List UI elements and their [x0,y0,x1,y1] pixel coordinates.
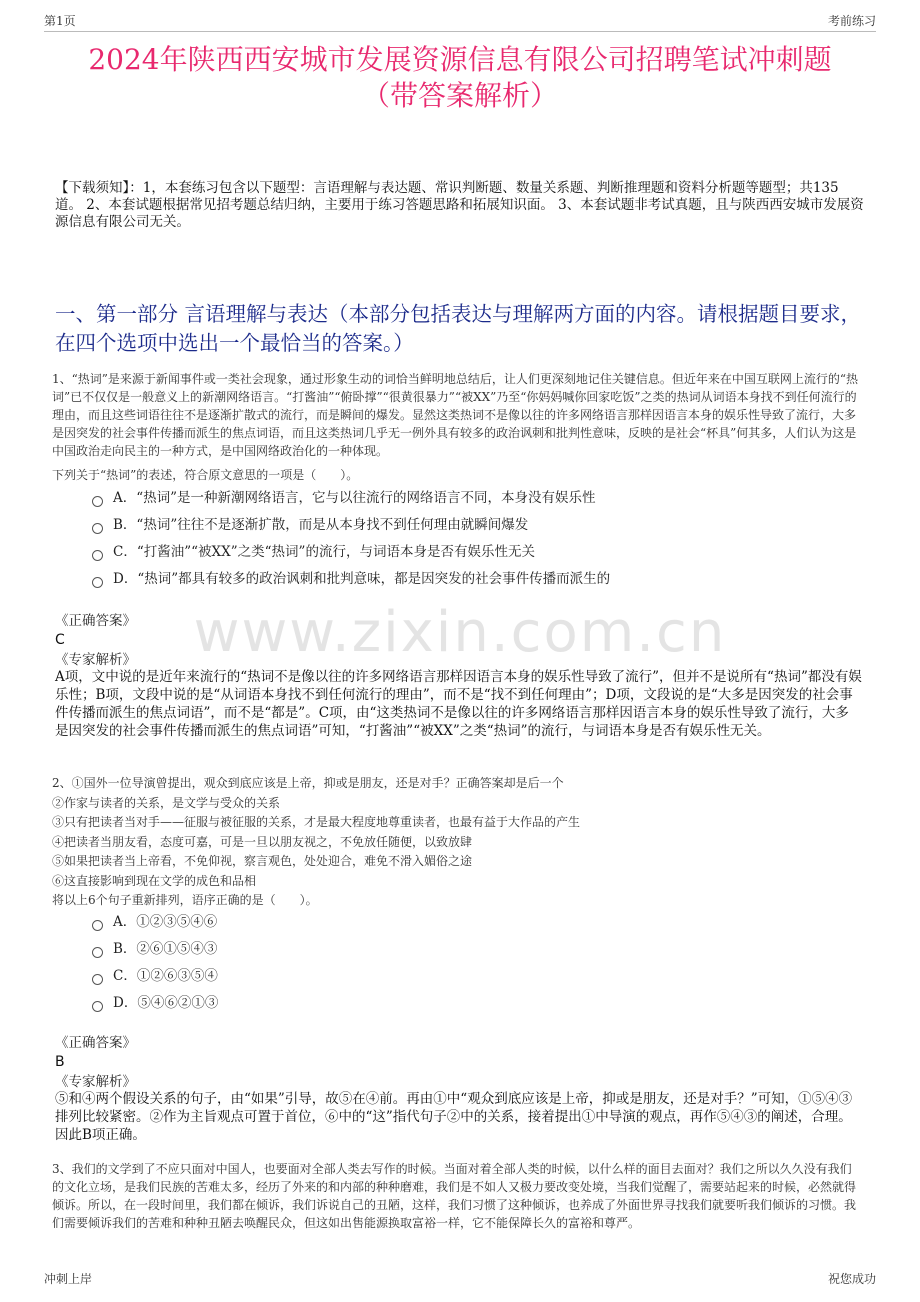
question-2-prompt: 将以上6个句子重新排列，语序正确的是（ ）。 [52,893,318,907]
footer-right: 祝您成功 [827,1272,876,1286]
question-2-answer-label: 《正确答案》 [55,1035,136,1051]
question-1-option-d[interactable]: D．“热词”都具有较多的政治讽刺和批判意味，都是因突发的社会事件传播而派生的 [92,570,610,588]
watermark: www.zixin.com.cn [193,600,727,665]
header-divider [44,31,876,32]
title-line-1: 2024年陕西西安城市发展资源信息有限公司招聘笔试冲刺题 [88,43,832,76]
question-3-stem: 3、我们的文学到了不应只面对中国人，也要面对全部人类去写作的时候。当面对着全部人类的时候，以什么样的面目去面对？我们之所以久久没有我们的文化立场，是我们民族的苦难太多，经历了外来的和内部的种种磨难，我们是不如人又极力要改变处境，当我们觉醒了，需要站起来的时候，必然就得倾诉。所以，在一段时间里，我们都在倾诉，我们诉说自己的丑陋，这样，我们习惯了这种倾诉，也养成了外面世界寻找我们就要听我们倾诉的习惯。我们需要倾诉我们的苦难和种种丑陋去唤醒民众，但这如出售能源换取富裕一样，它不能保障长久的富裕和尊严。 [52,1162,857,1230]
section-heading: 一、第一部分 言语理解与表达（本部分包括表达与理解两方面的内容。请根据题目要求，在四个选项中选出一个最恰当的答案。） [55,302,862,355]
question-1-option-b[interactable]: B．“热词”往往不是逐渐扩散，而是从本身找不到任何理由就瞬间爆发 [92,516,528,534]
radio-icon[interactable] [92,1001,103,1012]
question-1-prompt: 下列关于“热词”的表述，符合原文意思的一项是（ ）。 [52,468,359,482]
question-1-answer: C [55,632,65,648]
radio-icon[interactable] [92,550,103,561]
question-1-option-c[interactable]: C．“打酱油”“被XX”之类“热词”的流行，与词语本身是否有娱乐性无关 [92,543,535,561]
footer-left: 冲刺上岸 [44,1272,93,1286]
radio-icon[interactable] [92,920,103,931]
radio-icon[interactable] [92,496,103,507]
question-1-option-a[interactable]: A．“热词”是一种新潮网络语言，它与以往流行的网络语言不同，本身没有娱乐性 [92,489,596,507]
page-header [44,12,876,32]
question-1-stem: 1、“热词”是来源于新闻事件或一类社会现象，通过形象生动的词恰当鲜明地总结后，让人们更深刻地记住关键信息。但近年来在中国互联网上流行的“热词”已不仅仅是一般意义上的新潮网络语言。“打酱油”“俯卧撑”“很黄很暴力”“被XX”乃至“你妈妈喊你回家吃饭”之类的热词从词语本身找不到任何流行的理由，而且这些词语往往不是逐渐扩散式的流行，而是瞬间的爆发。显然这类热词不是像以往的许多网络语言那样因语言本身的娱乐性导致了流行，大多是因突发的社会事件传播而派生的焦点词语，而且这类热词几乎无一例外具有较多的政治讽刺和批判性意味，反映的是社会“杯具”何其多，人们认为这是中国政治走向民主的一种方式，是中国网络政治化的一种体现。 [52,372,859,458]
radio-icon[interactable] [92,523,103,534]
radio-icon[interactable] [92,947,103,958]
question-2-stem-1: 2、①国外一位导演曾提出，观众到底应该是上帝，抑或是朋友，还是对手？正确答案却是后一个 [52,776,564,790]
radio-icon[interactable] [92,577,103,588]
question-2-stem-3: ③只有把读者当对手——征服与被征服的关系，才是最大程度地尊重读者，也最有益于大作品的产生 [52,815,581,829]
question-2-option-d[interactable]: D．⑤④⑥②①③ [92,994,218,1012]
question-2-expl-label: 《专家解析》 [55,1074,136,1090]
question-1-expl-label: 《专家解析》 [55,652,136,668]
question-2-answer: B [55,1054,65,1070]
document-title [40,42,880,114]
question-2-stem-5: ⑤如果把读者当上帝看，不免仰视，察言观色，处处迎合，难免不滑入媚俗之途 [52,854,473,868]
radio-icon[interactable] [92,974,103,985]
question-1-answer-label: 《正确答案》 [55,613,136,629]
download-notice: 【下载须知】：1，本套练习包含以下题型：言语理解与表达题、常识判断题、数量关系题、判断推理题和资料分析题等题型；共135道。 2、本套试题根据常见招考题总结归纳，主要用于练习答题思路和拓展知识面。 3、本套试题非考试真题，且与陕西西安城市发展资源信息有限公司无关。 [55,180,864,230]
question-2-explanation: ⑤和④两个假设关系的句子，由“如果”引导，故⑤在④前。再由①中“观众到底应该是上帝，抑或是朋友，还是对手？”可知，①⑤④③排列比较紧密。②作为主旨观点可置于首位，⑥中的“这”指代句子②中的关系，接着提出①中导演的观点，再作⑤④③的阐述，合理。因此B项正确。 [55,1091,853,1143]
question-2-stem-4: ④把读者当朋友看，态度可嘉，可是一旦以朋友视之，不免放任随便，以致放肆 [52,835,473,849]
question-2-option-a[interactable]: A．①②③⑤④⑥ [92,913,217,931]
question-2-stem-2: ②作家与读者的关系，是文学与受众的关系 [52,796,281,810]
question-2-option-c[interactable]: C．①②⑥③⑤④ [92,967,218,985]
page-number: 第1页 [44,14,76,28]
question-2-stem-6: ⑥这直接影响到现在文学的成色和品相 [52,874,257,888]
question-2-option-b[interactable]: B．②⑥①⑤④③ [92,940,217,958]
header-label: 考前练习 [827,14,876,28]
question-1-explanation: A项，文中说的是近年来流行的“热词不是像以往的许多网络语言那样因语言本身的娱乐性导致了流行”，但并不是说所有“热词”都没有娱乐性；B项，文段中说的是“从词语本身找不到任何流行的理由”，而不是“找不到任何理由”；D项，文段说的是“大多是因突发的社会事件传播而派生的焦点词语”，而不是“都是”。C项，由“这类热词不是像以往的许多网络语言那样因语言本身的娱乐性导致了流行，大多是因突发的社会事件传播而派生的焦点词语”可知，“打酱油”“被XX”之类“热词”的流行，与词语本身是否有娱乐性无关。 [55,669,862,739]
title-line-2: （带答案解析） [361,79,558,112]
